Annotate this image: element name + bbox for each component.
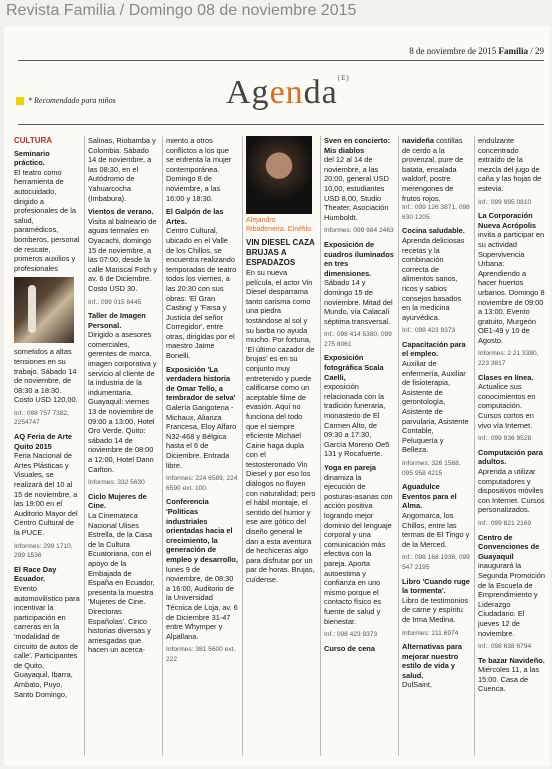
event-text: El teatro como herramienta de autocuidado, dirigido a profesionales de la salud, paramédicos, bomberos, personal de rescate, primeros auxilios y profesionales [14,167,80,273]
event-contact: Informes: 332 5630 [88,479,145,487]
event-text: Libro de testimonios de carne y espíritu de Irma Medina. [402,595,469,624]
event-title: Cocina saludable. [402,226,465,236]
event-title: Curso de cena [324,643,375,653]
event-title: Ciclo Mujeres de Cine. [88,491,147,511]
event-title: Taller de Imagen Personal. [88,311,146,330]
event-text: dinamiza la ejecución de posturas-asanas con acción positiva logrando mejor dominio del lenguaje corporal y una comunicación más efectiva con la pareja. Aporta autoestima y confianza en uno mismo porque el contacto físico es fuente de salud y bienestar. [324,472,393,626]
event-title: Te bazar Navideño. [478,655,545,665]
event-text: Evento automovilístico para incentivar la participación en carreras en la 'modalidad de circuito de autos de calle'. Participantes de Quito, Guayaquil, Ibarra, Ambato, Puyo, Santo Domingo, [14,583,80,699]
vin-diesel-photo [246,136,312,214]
event-contact: Inf.: 098 638 6794 [478,643,532,651]
event-text: Angomarca, los Chillos, entre las termas de El Tingo y de la Merced. [402,510,470,549]
event-title: El Galpón de las Artes. [166,207,224,226]
event-title: Exposición de cuadros iluminados en tres dimensiones. [324,239,394,278]
event-text: sometidos a altas tensiones en su trabajo. Sábado 14 de noviembre, de 08:30 a 18:30. Costo USD 120,00. [14,347,78,405]
column-2 [88,136,158,756]
review-byline: Alejandro Ribadeneira. Cinéfilo. [246,217,313,233]
event-title: Vientos de verano. [88,207,154,217]
event-title: AQ Feria de Arte Quito 2015 [14,432,73,451]
column-3 [166,136,238,756]
event-text: DulSaint, [402,680,432,690]
event-text: del 12 al 14 de noviembre, a las 20:00, general USD 10,00, estudiantes USD 8,00, Studio Theater, Asociación Humboldt. [324,155,389,222]
event-text: Galería Gangotena - Michaux, Alianza Francesa, Eloy Alfaro N32-468 y Bélgica hasta el 6 de Diciembre. Entrada libre. [166,403,237,470]
event-text: inaugurará la Segunda Promoción de la Escuela de Emprendimiento y Liderazgo Ciudadano. El jueves 12 de noviembre. [478,561,545,638]
event-text: miento a otros conflictos a los que se enfrenta la mujer contemporánea. Domingo 8 de noviembre, a las 16:00 y 18:30. [166,136,232,203]
event-contact: Inf.: 098 423 9373 [402,327,456,335]
event-text: Centro Cultural, ubicado en el Valle de los Chillos, se encuentra realizando temporadas de teatro todos los viernes, a las 20:30 con sus obras: 'El Gran Casting' y 'Farsa y Justicia del señor Corregidor', entre otras, dirigidas por el maestro Jaime Bonelli. [166,226,237,361]
event-contact: Inf.: 099 126 3871, 098 630 1205 [402,204,470,221]
event-text: La Cinemateca Nacional Ulises Estrella, de la Casa de la Cultura Ecuatoriana, con el apoyo de la Embajada de España en Ecuador, presenta la muestra 'Mujeres de Cine. Directoras Españolas'. Cinco historias diversas y arriesgadas que hacen un acerca- [88,510,155,655]
column-6 [402,136,470,756]
event-title: Aguadulce Eventos para el Alma. [402,482,457,511]
event-text: Visita al balneario de aguas termales en Oyacachi, domingo 15 de noviembre, a las 07:00, desde la calle Mariscal Foch y av. 6 de Diciembre. Costo USD 30. [88,216,157,293]
event-contact: Inf.: 098 168 1936, 099 547 2195 [402,554,470,571]
dancers-photo [14,277,74,343]
event-text: invita a participar en su actividad Supervivencia Urbana: Aprendiendo a hacer huertos urbanos. Domingo 8 noviembre de 09:00 a 13:00. Evento gratuito, Murgeón OE1-49 y 10 de Agosto. [478,230,545,345]
event-title: navideña [402,136,435,145]
event-title: Conferencia 'Políticas industriales orientadas hacia el crecimiento, la generación de empleo y desarrollo, [166,497,238,564]
event-title: La Corporación Nueva Acrópolis [478,211,537,230]
event-contact: Inf.: 099 821 2169 [478,519,532,527]
event-text: Sábado 14 y domingo 15 de noviembre. Mitad del Mundo, vía Calacalí séptima transversal. [324,278,393,326]
event-title: Yoga en pareja [324,463,377,472]
publication-caption: Revista Familia / Domingo 08 de noviembre 2015 [6,2,357,19]
recommended-label: * Recomendado para niños [28,96,116,105]
magazine-page [4,26,550,766]
agenda-accent: en [269,74,304,111]
event-contact: Inf.: 099 015 8445 [88,298,142,306]
folio-section: Familia [498,46,528,56]
event-contact: Inf.: 098 757 7382, 2254747 [14,409,69,427]
event-text: Auxiliar de enfermería, Auxiliar de fisioterapia, Asistente de gerontología, Asistente de parvularia, Asistente Contable, Peluquería y Belleza. [402,359,469,455]
column-divider [84,136,85,756]
event-text: exposición relacionada con la tradición funeraria, monasterio de El Carmen Alto, de 09:30 a 17:30, García Moreno Oe5 131 y Rocafuerte. [324,382,390,459]
event-text: lunes 9 de noviembre, de 08:30 a 16:00, Auditorio de la Universidad Técnica de Loja, av. 6 de Diciembre 31-47 entre Whymper y Alpallana. [166,564,238,641]
event-contact: Informes: 224 6589, 224 6590 ext. 100 [166,475,238,492]
masthead-mark: (E) [337,74,350,82]
event-title: Exposición 'La verdadera historia de Omar Tello, a tembrador de selva' [166,364,236,403]
event-title: Seminario práctico. [14,148,50,168]
event-contact: Informes: 099 984 2463 [324,227,394,235]
folio-page: / 29 [530,46,544,56]
column-divider [398,136,399,756]
event-contact: Informes: 381 5600 ext. 222 [166,646,236,663]
section-label: CULTURA [14,136,53,145]
event-text: Feria Nacional de Artes Plásticas y Visuales, se realizará del 10 al 15 de noviembre, a las 19:00 en el Auditorio Mayor del Centro Cultural de la PUCE. [14,451,78,537]
event-title: Alternativas para mejorar nuestro estilo de vida y salud. [402,642,462,680]
event-text: Actualice sus conocimientos en computación. Cursos cortos en vivo vía Internet. [478,382,536,430]
yellow-square-icon [16,97,24,105]
review-headline: VIN DIESEL CAZA BRUJAS A ESPADAZOS [246,238,315,267]
column-7 [478,136,546,756]
folio [409,46,544,56]
event-text: Aprenda deliciosas recetas y la combinación correcta de alimentos sanos, ricos y sabios consejos basados en la medicina ayurvédica. [402,235,465,322]
event-text: costillas de cerdo a la provenzal, pure de batata, ensalada waldorf, postre merengones de frutos rojos. [402,136,464,203]
masthead-rule [18,124,544,125]
event-contact: Inf.: 099 936 9528 [478,435,532,443]
event-title: Libro 'Cuando ruge la tormenta'. [402,576,470,596]
column-divider [162,136,163,756]
event-title: Exposición fotográfica Scala Caelli, [324,353,384,382]
event-title: Sven en concierto: Mis diablos [324,136,391,155]
column-divider [242,136,243,756]
event-contact: Informes: 299 1710, 299 1536 [14,542,73,560]
event-text: Salinas, Riobamba y Colombia. Sábado 14 de noviembre, a las 08:30, en el Autódromo de Yahuarcocha (Imbabura). [88,136,156,203]
agenda-masthead: Agenda$^{(E)}$ [226,74,350,111]
event-text: Aprenda a utilizar computadores y dispositivos móviles con Internet. Cursos personalizados. [478,467,545,515]
event-title: El Race Day Ecuador. [14,564,57,584]
event-contact: Informes: 211 6974 [402,629,459,637]
column-1 [14,136,80,756]
event-contact: Informes: 2 21 3380, 223 3817 [478,350,539,368]
folio-date: 8 de noviembre de 2015 [409,46,497,56]
header-rule [18,60,544,61]
event-text: Miércoles 11, a las 15:00. Casa de Cuenca. [478,665,540,694]
column-divider [320,136,321,756]
event-contact: Informes: 326 1568, 095 958 4215 [402,460,461,477]
event-text: endulzante concentrado extraído de la mezcla del jugo de caña y las hojas de estevia. [478,136,542,193]
event-title: Computación para adultos. [478,447,543,467]
event-contact: Inf.: 098 423 9373 [324,631,378,639]
event-title: Centro de Convenciones de Guayaquil [478,532,540,561]
event-title: Capacitación para el empleo. [402,339,466,359]
review-text: En su nueva película, el actor Vin Diesel desparrama tanto carisma como una piedra tostándose al sol y su barba no ayuda mucho. Por fortuna, 'El último cazador de brujas' es en su conjunto muy entretenido y puede calificarse como un aceptable filme de evasión. Aquí no funciona del todo que el siempre eficiente Michael Caine haga dupla con el testosteronado Vin Diesel y por eso los diálogos no fluyen con naturalidad; pero el hábil montaje, el sentido del humor y ese aire gótico del diseño general le dan a esta aventura de hechiceras algo para disfrutar por un par de horas. Brujas, cuídense. [246,268,316,584]
event-text: Dirigido a asesores comerciales, gerentes de marca, imagen corporativa y servicio al cliente de la industria de la indumentaria. Guayaquil: viernes 13 de noviembre de 09:00 a 13:00, Hotel Oro Verde. Quito: sábado 14 de noviembre de 08:00 a 12:00, Hotel Dann Carlton. [88,330,157,474]
recommended-legend [16,96,116,105]
event-title: Clases en línea. [478,372,534,382]
event-contact: Inf.: 098 414 5380, 099 275 8061 [324,331,392,348]
column-5 [324,136,394,756]
column-4-review [246,136,316,756]
event-contact: Inf.: 099 995 0810 [478,198,532,206]
column-divider [474,136,475,756]
